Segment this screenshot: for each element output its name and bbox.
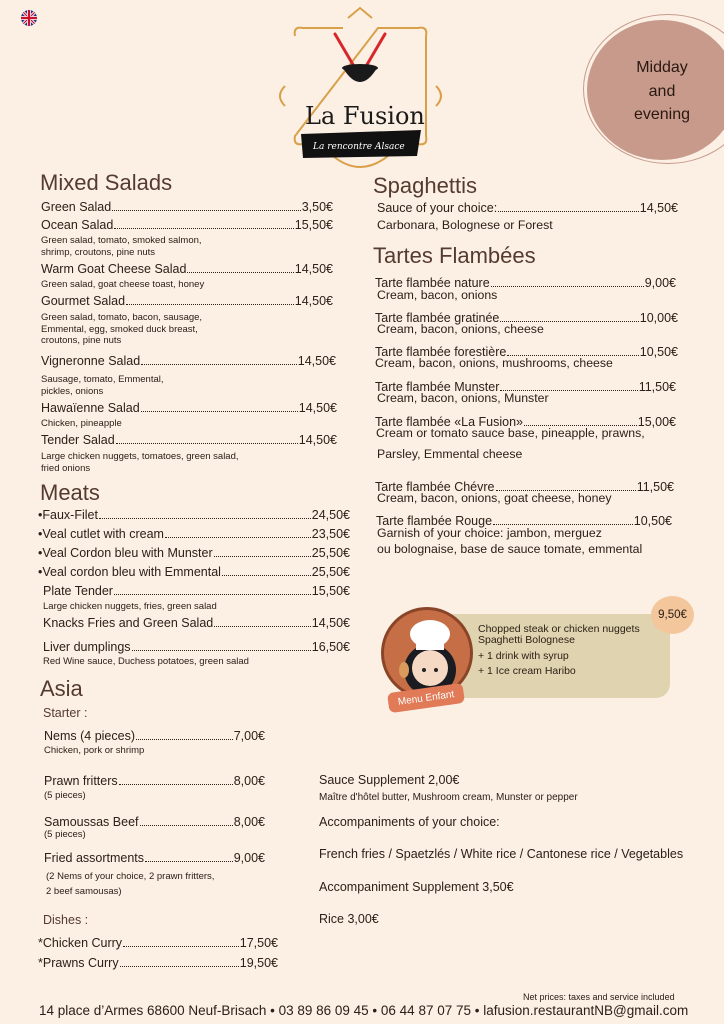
item-name: Knacks Fries and Green Salad (43, 616, 214, 630)
leader-dots (498, 211, 639, 212)
item-price: 10,50€ (639, 345, 678, 359)
item-price: 9,00€ (644, 276, 676, 290)
item-name: Nems (4 pieces) (44, 729, 135, 743)
item-name: Liver dumplings (43, 640, 131, 654)
net-prices-note: Net prices: taxes and service included (523, 992, 675, 1002)
kids-line: + 1 Ice cream Haribo (478, 665, 576, 677)
starter-label: Starter : (43, 706, 88, 720)
leader-dots (140, 825, 233, 826)
item-name: Ocean Salad (41, 218, 114, 232)
badge-line: Midday (636, 59, 688, 76)
desc-line: shrimp, croutons, pine nuts (41, 246, 156, 258)
desc-line: 2 beef samousas) (46, 886, 122, 897)
menu-item (43, 640, 350, 654)
item-description (41, 312, 202, 347)
rice-price: Rice 3,00€ (319, 912, 379, 926)
desc-line: Sausage, tomato, Emmental, (41, 374, 164, 385)
item-price: 14,50€ (311, 616, 350, 630)
item-name: Vigneronne Salad (41, 354, 141, 368)
menu-item (41, 401, 337, 415)
kids-line: + 1 drink with syrup (478, 650, 569, 662)
kids-menu-text (478, 622, 640, 679)
leader-dots (136, 739, 233, 740)
leader-dots (491, 286, 644, 287)
item-price: 11,50€ (636, 480, 674, 494)
desc-line: Large chicken nuggets, tomatoes, green salad, (41, 451, 239, 462)
menu-item (44, 729, 265, 743)
desc-line: Chicken, pork or shrimp (44, 745, 145, 756)
item-price: 8,00€ (233, 774, 265, 788)
desc-line: pickles, onions (41, 385, 104, 397)
item-name: Samoussas Beef (44, 815, 139, 829)
desc-line: Green salad, goat cheese toast, honey (41, 279, 205, 290)
item-description: Cream or tomato sauce base, pineapple, prawns, (376, 426, 645, 440)
section-title-tartes-flambees: Tartes Flambées (373, 243, 536, 268)
desc-line: Green salad, tomato, bacon, sausage, (41, 312, 203, 323)
section-title-mixed-salads: Mixed Salads (40, 170, 173, 195)
item-price: 19,50€ (239, 956, 278, 970)
item-price: 23,50€ (311, 527, 350, 541)
item-description (44, 745, 144, 757)
desc-line: (5 pieces) (44, 790, 86, 801)
leader-dots (141, 411, 298, 412)
menu-item (38, 936, 278, 950)
item-price: 14,50€ (297, 354, 336, 368)
item-description (41, 235, 202, 258)
menu-item (43, 616, 350, 630)
item-description: Parsley, Emmental cheese (377, 447, 523, 461)
item-description (46, 869, 214, 899)
badge-line: evening (633, 106, 691, 123)
item-price: 11,50€ (638, 380, 676, 394)
item-name: •Faux-Filet (38, 508, 98, 522)
item-name: *Chicken Curry (38, 936, 123, 950)
item-name: Sauce of your choice: (377, 201, 498, 215)
leader-dots (119, 784, 233, 785)
item-price: 15,50€ (311, 584, 350, 598)
desc-line: (2 Nems of your choice, 2 prawn fritters, (46, 871, 215, 882)
menu-item (41, 354, 336, 368)
item-description: Cream, bacon, onions, goat cheese, honey (377, 491, 612, 505)
item-name: Tarte flambée forestière (375, 345, 507, 359)
desc-line: croutons, pine nuts (41, 335, 122, 346)
item-description (41, 451, 239, 474)
leader-dots (123, 946, 239, 947)
item-name: Warm Goat Cheese Salad (41, 262, 187, 276)
leader-dots (222, 575, 311, 576)
item-description (43, 656, 249, 668)
item-description: Carbonara, Bolognese or Forest (377, 218, 553, 232)
section-title-asia: Asia (40, 676, 83, 701)
menu-item (377, 201, 678, 215)
menu-item (44, 815, 265, 829)
kids-line: Chopped steak or chicken nuggets (478, 623, 640, 635)
item-price: 17,50€ (239, 936, 278, 950)
item-price: 14,50€ (294, 262, 333, 276)
leader-dots (112, 210, 301, 211)
item-price: 15,00€ (637, 415, 676, 429)
item-name: Tarte flambée Rouge (376, 514, 493, 528)
item-description (44, 829, 86, 841)
sauce-options: Maître d'hôtel butter, Mushroom cream, Munster or pepper (319, 792, 578, 803)
item-name: Fried assortments (44, 851, 145, 865)
item-price: 14,50€ (294, 294, 333, 308)
menu-item (38, 527, 350, 541)
desc-line: Large chicken nuggets, fries, green salad (43, 601, 217, 612)
accompaniments-list: French fries / Spaetzlés / White rice / Cantonese rice / Vegetables (319, 847, 684, 861)
item-price: 16,50€ (311, 640, 350, 654)
leader-dots (99, 518, 311, 519)
item-price: 25,50€ (311, 565, 350, 579)
item-price: 7,00€ (233, 729, 265, 743)
desc-line: Red Wine sauce, Duchess potatoes, green salad (43, 656, 249, 667)
leader-dots (214, 556, 311, 557)
accompaniments-heading: Accompaniments of your choice: (319, 815, 500, 829)
uk-flag-icon[interactable] (21, 10, 37, 26)
desc-line: fried onions (41, 462, 91, 474)
dishes-label: Dishes : (43, 913, 89, 927)
item-name: •Veal cutlet with cream (38, 527, 164, 541)
item-price: 10,00€ (639, 311, 678, 325)
item-name: *Prawns Curry (38, 956, 119, 970)
menu-item (41, 294, 333, 308)
menu-item (38, 956, 278, 970)
menu-item (41, 433, 337, 447)
leader-dots (120, 966, 239, 967)
leader-dots (114, 594, 311, 595)
menu-item (44, 851, 265, 865)
leader-dots (126, 304, 294, 305)
accompaniment-supplement: Accompaniment Supplement 3,50€ (319, 880, 514, 894)
item-name: Plate Tender (43, 584, 113, 598)
item-description (43, 601, 217, 613)
sauce-supplement: Sauce Supplement 2,00€ (319, 773, 460, 787)
section-title-meats: Meats (40, 480, 100, 505)
item-price: 14,50€ (298, 401, 337, 415)
item-name: Tarte flambée gratinée (375, 311, 500, 325)
item-description: Cream, bacon, onions, Munster (377, 391, 549, 405)
item-description: Cream, bacon, onions, mushrooms, cheese (375, 356, 613, 370)
item-description: Cream, bacon, onions, cheese (377, 322, 544, 336)
badge-line: and (648, 82, 676, 100)
desc-line: (5 pieces) (44, 829, 86, 840)
kids-menu-price: 9,50€ (651, 596, 694, 634)
item-description (41, 418, 122, 430)
leader-dots (493, 524, 633, 525)
desc-line: Emmental, egg, smoked duck breast, (41, 323, 198, 335)
opening-badge (587, 20, 724, 160)
menu-item (41, 262, 333, 276)
item-name: Tender Salad (41, 433, 115, 447)
item-price: 9,00€ (233, 851, 265, 865)
leader-dots (187, 272, 293, 273)
footer-contact: 14 place d’Armes 68600 Neuf-Brisach • 03 89 86 09 45 • 06 44 87 07 75 • lafusion.restaurantNB@gmail.com (39, 1003, 689, 1018)
item-price: 25,50€ (311, 546, 350, 560)
item-description (41, 374, 164, 397)
item-name: Tarte flambée Munster (375, 380, 500, 394)
item-name: •Veal Cordon bleu with Munster (38, 546, 213, 560)
item-description: Garnish of your choice: jambon, merguez (377, 526, 602, 540)
leader-dots (116, 443, 298, 444)
item-price: 14,50€ (639, 201, 678, 215)
leader-dots (145, 861, 233, 862)
leader-dots (214, 626, 311, 627)
item-price: 24,50€ (311, 508, 350, 522)
desc-line: Chicken, pineapple (41, 418, 122, 429)
item-name: Green Salad (41, 200, 112, 214)
item-price: 3,50€ (301, 200, 333, 214)
item-price: 8,00€ (233, 815, 265, 829)
kids-line: Spaghetti Bolognese (478, 634, 575, 646)
item-name: Tarte flambée «La Fusion» (375, 415, 524, 429)
item-name: Prawn fritters (44, 774, 118, 788)
leader-dots (141, 364, 297, 365)
item-description (44, 790, 86, 802)
item-name: •Veal cordon bleu with Emmental (38, 565, 221, 579)
menu-item (38, 565, 350, 579)
item-name: Tarte flambée nature (375, 276, 490, 290)
logo-name: La Fusion (305, 102, 425, 130)
item-name: Gourmet Salad (41, 294, 126, 308)
item-name: Hawaïenne Salad (41, 401, 140, 415)
menu-item (43, 584, 350, 598)
menu-item (41, 200, 333, 214)
menu-item (38, 508, 350, 522)
item-description (41, 279, 204, 291)
leader-dots (114, 228, 293, 229)
item-name: Tarte flambée Chévre (375, 480, 495, 494)
item-description: Cream, bacon, onions (377, 288, 498, 302)
logo-tagline: La rencontre Alsace (313, 142, 405, 152)
restaurant-logo (273, 6, 448, 186)
leader-dots (165, 537, 311, 538)
item-description: ou bolognaise, base de sauce tomate, emmental (377, 542, 643, 556)
menu-item (38, 546, 350, 560)
desc-line: Green salad, tomato, smoked salmon, (41, 235, 202, 246)
menu-item (41, 218, 333, 232)
section-title-spaghettis: Spaghettis (373, 173, 477, 198)
kids-menu-ribbon: Menu Enfant (387, 683, 465, 713)
item-price: 15,50€ (294, 218, 333, 232)
menu-item (44, 774, 265, 788)
item-price: 10,50€ (633, 514, 672, 528)
item-price: 14,50€ (298, 433, 337, 447)
leader-dots (132, 650, 311, 651)
